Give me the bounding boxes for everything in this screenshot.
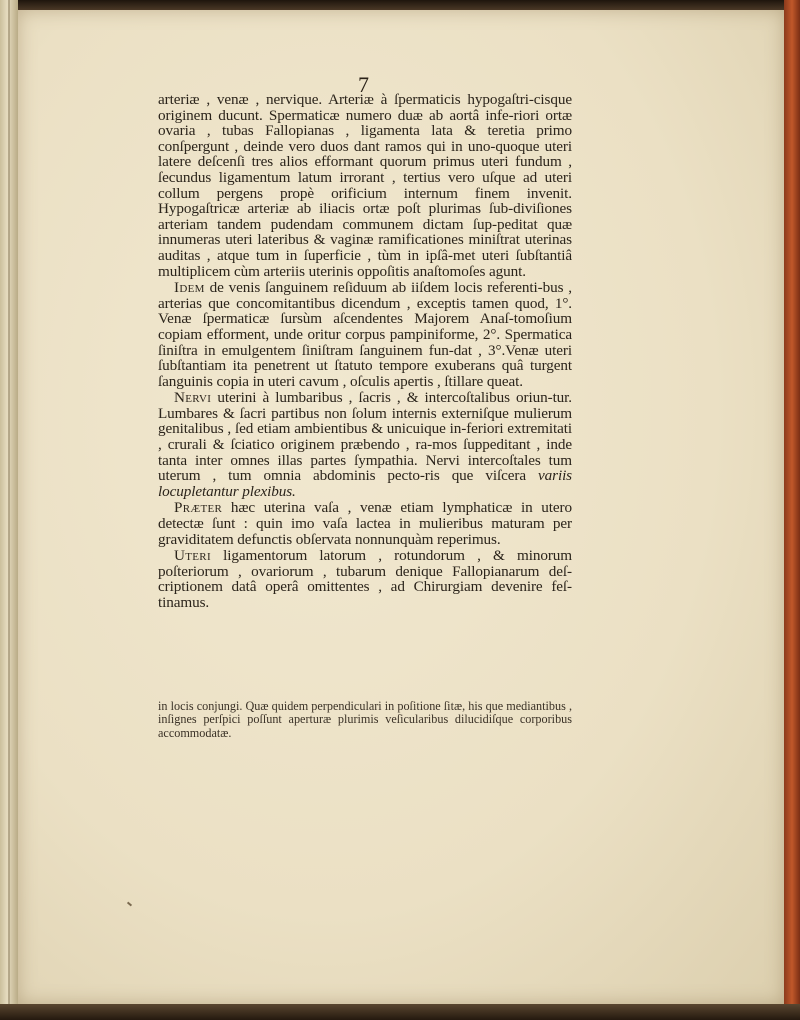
paragraph-veins bbox=[158, 280, 572, 389]
paragraph-text: uterini à lumbaribus , ſacris , & intercoſtalibus oriun-tur. Lumbares & ſacri partibus non ſolum internis externiſque mulierum genitalibus , ſed etiam ambientibus & unicuique in-feriori extremitati , crurali & ſciatico originem præbendo , ra-mos ſuppeditant , inde tanta inter omnes illas partes ſympathia. Nervi intercoſtales tum uterum , tum omnia abdominis pecto-ris que viſcera bbox=[158, 389, 572, 485]
paragraph-lead-word: Idem bbox=[174, 279, 205, 297]
paragraph-lead-word: Nervi bbox=[174, 389, 212, 407]
paragraph-lead-word: Præter bbox=[174, 499, 223, 517]
binding-line bbox=[8, 0, 10, 1020]
paragraph-ligaments bbox=[158, 548, 572, 610]
paragraph-arteries bbox=[158, 92, 572, 279]
scan-top-edge bbox=[0, 0, 800, 10]
paragraph-italic-tail: variis locupletantur plexibus. bbox=[158, 467, 572, 500]
paragraph-lead-word: Uteri bbox=[174, 547, 211, 565]
page-number: 7 bbox=[358, 72, 369, 97]
book-cover-edge bbox=[784, 0, 800, 1020]
paragraph-nerves bbox=[158, 390, 572, 499]
paragraph-text: arteriæ , venæ , nervique. Arteriæ à ſpermaticis hypogaſtri-cisque originem ducunt. Spermaticæ numero duæ ab aortâ infe-riori ortæ ovaria , tubas Fallopianas , ligamenta lata & teretia primo conſpergunt , deinde vero duos dant ramos qui in uno-quoque uteri latere deſcenſi tres alios efformant quorum primus uteri fundum , ſecundus ligamentum latum irrorant , tertius vero uſque ad uteri collum pergens propè orificium internum finem invenit. Hypogaſtricæ arteriæ ab iliacis ortæ poſt plurimas ſub-diviſiones arteriam tandem pudendam communem dictam ſup-peditat quæ innumeras uteri lateribus & vaginæ ramificationes miniſtrat uterinas auditas , atque tum in ſuperficie , tùm in ipſâ-met uteri ſubſtantiâ multiplicem cùm arteriis uterinis oppoſitis anaſtomoſes agunt. bbox=[158, 91, 572, 280]
paragraph-text: ligamentorum latorum , rotundorum , & minorum poſteriorum , ovariorum , tubarum denique Fallopianarum deſ-criptionem datâ operâ omittentes , ad Chirurgiam devenire feſ-tinamus. bbox=[158, 547, 572, 611]
footnote: in locis conjungi. Quæ quidem perpendiculari in poſitione ſitæ, his que mediantibus , inſignes perſpici poſſunt aperturæ plurimis veſicularibus dilucidiſque corporibus accommodatæ. bbox=[158, 699, 572, 740]
paragraph-lymphatics bbox=[158, 500, 572, 547]
scan-bottom-edge bbox=[0, 1004, 800, 1020]
paragraph-text: hæc uterina vaſa , venæ etiam lymphaticæ in utero detectæ ſunt : quin imo vaſa lactea in mulieribus maturam per graviditatem defunctis obſervata nonnunquàm reperimus. bbox=[158, 499, 572, 548]
paragraph-text: de venis ſanguinem reſiduum ab iiſdem locis referenti-bus , arterias que concomitantibus dicendum , exceptis tamen quod, 1°. Venæ ſpermaticæ ſursùm aſcendentes Majorem Anaſ-tomoſium copiam efforment, unde oritur corpus pampiniforme, 2°. Spermatica ſiniſtra in emulgentem ſiniſtram ſanguinem fun-dat , 3°.Venæ uteri ſubſtantiam ita penetrent ut ſtatuto tempore exuberans quâ turgent ſanguinis copia in uteri cavum , oſculis apertis , ſtillare queat. bbox=[158, 279, 572, 390]
body-text bbox=[158, 92, 572, 612]
